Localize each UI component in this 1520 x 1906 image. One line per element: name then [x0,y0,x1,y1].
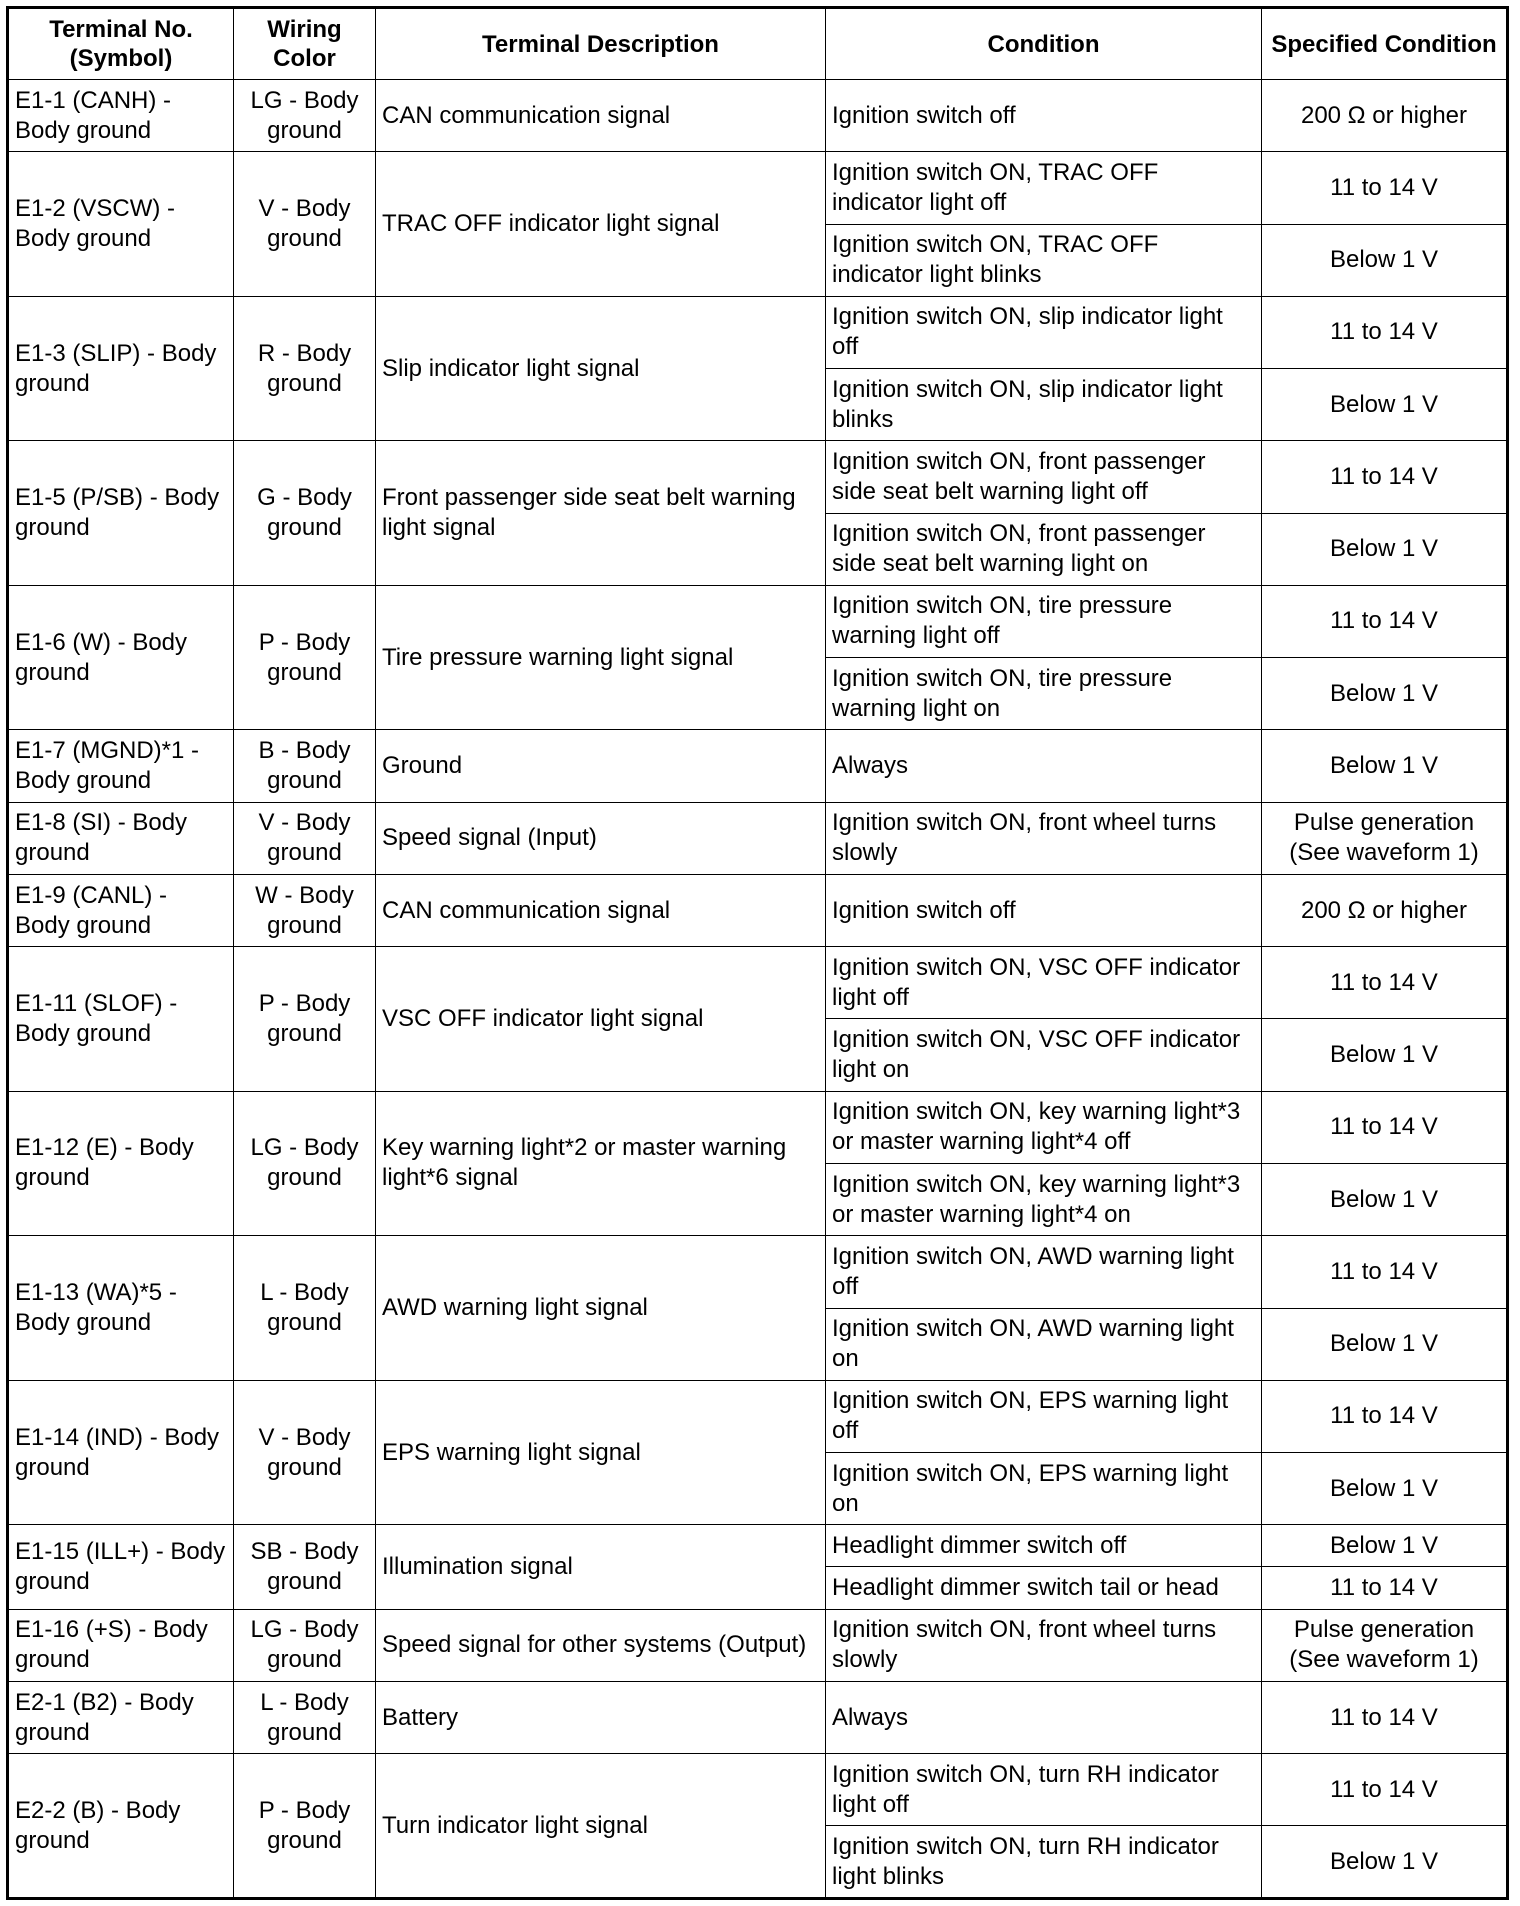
table-row [8,1609,1508,1681]
terminal-cell: E1-6 (W) - Body ground [8,585,234,730]
terminal-description-cell: Turn indicator light signal [376,1754,826,1899]
specified-condition-cell: Pulse generation (See waveform 1) [1262,1609,1508,1681]
specified-condition-cell: Below 1 V [1262,224,1508,296]
condition-cell: Headlight dimmer switch tail or head [826,1567,1262,1609]
terminal-cell: E1-12 (E) - Body ground [8,1091,234,1236]
terminal-cell: E1-16 (+S) - Body ground [8,1609,234,1681]
condition-cell: Ignition switch ON, TRAC OFF indicator light off [826,152,1262,224]
wiring-color-cell: W - Body ground [234,874,376,946]
wiring-color-cell: V - Body ground [234,802,376,874]
terminal-cell: E1-11 (SLOF) - Body ground [8,947,234,1092]
wiring-color-cell: SB - Body ground [234,1525,376,1609]
condition-cell: Ignition switch ON, EPS warning light off [826,1380,1262,1452]
terminal-description-cell: AWD warning light signal [376,1236,826,1381]
terminal-spec-table [6,6,1509,1900]
terminal-description-cell: EPS warning light signal [376,1380,826,1525]
terminal-description-cell: Slip indicator light signal [376,296,826,441]
terminal-cell: E2-1 (B2) - Body ground [8,1681,234,1753]
specified-condition-cell: Below 1 V [1262,1163,1508,1235]
header-condition: Condition [826,8,1262,80]
table-row [8,1754,1508,1826]
wiring-color-cell: LG - Body ground [234,80,376,152]
terminal-description-cell: Front passenger side seat belt warning light signal [376,441,826,586]
terminal-description-cell: Illumination signal [376,1525,826,1609]
terminal-cell: E1-14 (IND) - Body ground [8,1380,234,1525]
table-row [8,1681,1508,1753]
header-terminal-no: Terminal No. (Symbol) [8,8,234,80]
condition-cell: Ignition switch ON, AWD warning light on [826,1308,1262,1380]
table-row [8,441,1508,513]
condition-cell: Ignition switch ON, TRAC OFF indicator light blinks [826,224,1262,296]
condition-cell: Ignition switch ON, front passenger side seat belt warning light on [826,513,1262,585]
specified-condition-cell: 200 Ω or higher [1262,874,1508,946]
condition-cell: Ignition switch ON, slip indicator light blinks [826,369,1262,441]
wiring-color-cell: LG - Body ground [234,1091,376,1236]
condition-cell: Ignition switch ON, VSC OFF indicator light on [826,1019,1262,1091]
condition-cell: Always [826,730,1262,802]
condition-cell: Ignition switch ON, front wheel turns slowly [826,1609,1262,1681]
terminal-cell: E1-7 (MGND)*1 - Body ground [8,730,234,802]
specified-condition-cell: Below 1 V [1262,1308,1508,1380]
condition-cell: Always [826,1681,1262,1753]
terminal-cell: E1-5 (P/SB) - Body ground [8,441,234,586]
table-body [8,80,1508,1899]
specified-condition-cell: 11 to 14 V [1262,1236,1508,1308]
table-row [8,152,1508,224]
table-row [8,1525,1508,1567]
table-row [8,947,1508,1019]
wiring-color-cell: B - Body ground [234,730,376,802]
terminal-description-cell: CAN communication signal [376,874,826,946]
table-row [8,1380,1508,1452]
table-row [8,1091,1508,1163]
specified-condition-cell: 11 to 14 V [1262,1380,1508,1452]
condition-cell: Ignition switch ON, VSC OFF indicator light off [826,947,1262,1019]
specified-condition-cell: 11 to 14 V [1262,947,1508,1019]
table-row [8,80,1508,152]
wiring-color-cell: P - Body ground [234,947,376,1092]
condition-cell: Ignition switch ON, slip indicator light off [826,296,1262,368]
terminal-cell: E1-9 (CANL) - Body ground [8,874,234,946]
terminal-description-cell: CAN communication signal [376,80,826,152]
terminal-description-cell: Speed signal (Input) [376,802,826,874]
wiring-color-cell: G - Body ground [234,441,376,586]
condition-cell: Ignition switch ON, tire pressure warning light on [826,658,1262,730]
terminal-description-cell: Ground [376,730,826,802]
terminal-cell: E1-3 (SLIP) - Body ground [8,296,234,441]
specified-condition-cell: Below 1 V [1262,1453,1508,1525]
terminal-cell: E1-2 (VSCW) - Body ground [8,152,234,297]
terminal-description-cell: TRAC OFF indicator light signal [376,152,826,297]
terminal-cell: E2-2 (B) - Body ground [8,1754,234,1899]
wiring-color-cell: P - Body ground [234,1754,376,1899]
specified-condition-cell: 11 to 14 V [1262,441,1508,513]
terminal-description-cell: Key warning light*2 or master warning light*6 signal [376,1091,826,1236]
terminal-cell: E1-13 (WA)*5 - Body ground [8,1236,234,1381]
condition-cell: Ignition switch ON, key warning light*3 or master warning light*4 on [826,1163,1262,1235]
terminal-cell: E1-15 (ILL+) - Body ground [8,1525,234,1609]
condition-cell: Ignition switch off [826,80,1262,152]
specified-condition-cell: Below 1 V [1262,513,1508,585]
table-row [8,874,1508,946]
terminal-description-cell: Tire pressure warning light signal [376,585,826,730]
header-specified-condition: Specified Condition [1262,8,1508,80]
specified-condition-cell: Below 1 V [1262,730,1508,802]
header-wiring-color: Wiring Color [234,8,376,80]
specified-condition-cell: 11 to 14 V [1262,1754,1508,1826]
terminal-description-cell: VSC OFF indicator light signal [376,947,826,1092]
wiring-color-cell: V - Body ground [234,152,376,297]
terminal-description-cell: Speed signal for other systems (Output) [376,1609,826,1681]
condition-cell: Ignition switch ON, turn RH indicator light blinks [826,1826,1262,1899]
specified-condition-cell: 11 to 14 V [1262,585,1508,657]
wiring-color-cell: P - Body ground [234,585,376,730]
table-row [8,1236,1508,1308]
terminal-description-cell: Battery [376,1681,826,1753]
header-terminal-description: Terminal Description [376,8,826,80]
specified-condition-cell: Below 1 V [1262,658,1508,730]
header-row [8,8,1508,80]
specified-condition-cell: 11 to 14 V [1262,152,1508,224]
table-row [8,730,1508,802]
condition-cell: Ignition switch ON, AWD warning light off [826,1236,1262,1308]
condition-cell: Ignition switch ON, key warning light*3 or master warning light*4 off [826,1091,1262,1163]
wiring-color-cell: R - Body ground [234,296,376,441]
table-row [8,296,1508,368]
condition-cell: Ignition switch ON, front wheel turns slowly [826,802,1262,874]
specified-condition-cell: 200 Ω or higher [1262,80,1508,152]
specified-condition-cell: 11 to 14 V [1262,1567,1508,1609]
wiring-color-cell: V - Body ground [234,1380,376,1525]
terminal-cell: E1-8 (SI) - Body ground [8,802,234,874]
table-row [8,585,1508,657]
wiring-color-cell: L - Body ground [234,1681,376,1753]
specified-condition-cell: Below 1 V [1262,1019,1508,1091]
condition-cell: Headlight dimmer switch off [826,1525,1262,1567]
specified-condition-cell: Pulse generation (See waveform 1) [1262,802,1508,874]
condition-cell: Ignition switch off [826,874,1262,946]
specified-condition-cell: 11 to 14 V [1262,1681,1508,1753]
condition-cell: Ignition switch ON, turn RH indicator light off [826,1754,1262,1826]
condition-cell: Ignition switch ON, front passenger side seat belt warning light off [826,441,1262,513]
table-row [8,802,1508,874]
terminal-cell: E1-1 (CANH) - Body ground [8,80,234,152]
specified-condition-cell: 11 to 14 V [1262,296,1508,368]
condition-cell: Ignition switch ON, tire pressure warning light off [826,585,1262,657]
specified-condition-cell: Below 1 V [1262,369,1508,441]
wiring-color-cell: LG - Body ground [234,1609,376,1681]
wiring-color-cell: L - Body ground [234,1236,376,1381]
condition-cell: Ignition switch ON, EPS warning light on [826,1453,1262,1525]
specified-condition-cell: Below 1 V [1262,1826,1508,1899]
specified-condition-cell: 11 to 14 V [1262,1091,1508,1163]
specified-condition-cell: Below 1 V [1262,1525,1508,1567]
